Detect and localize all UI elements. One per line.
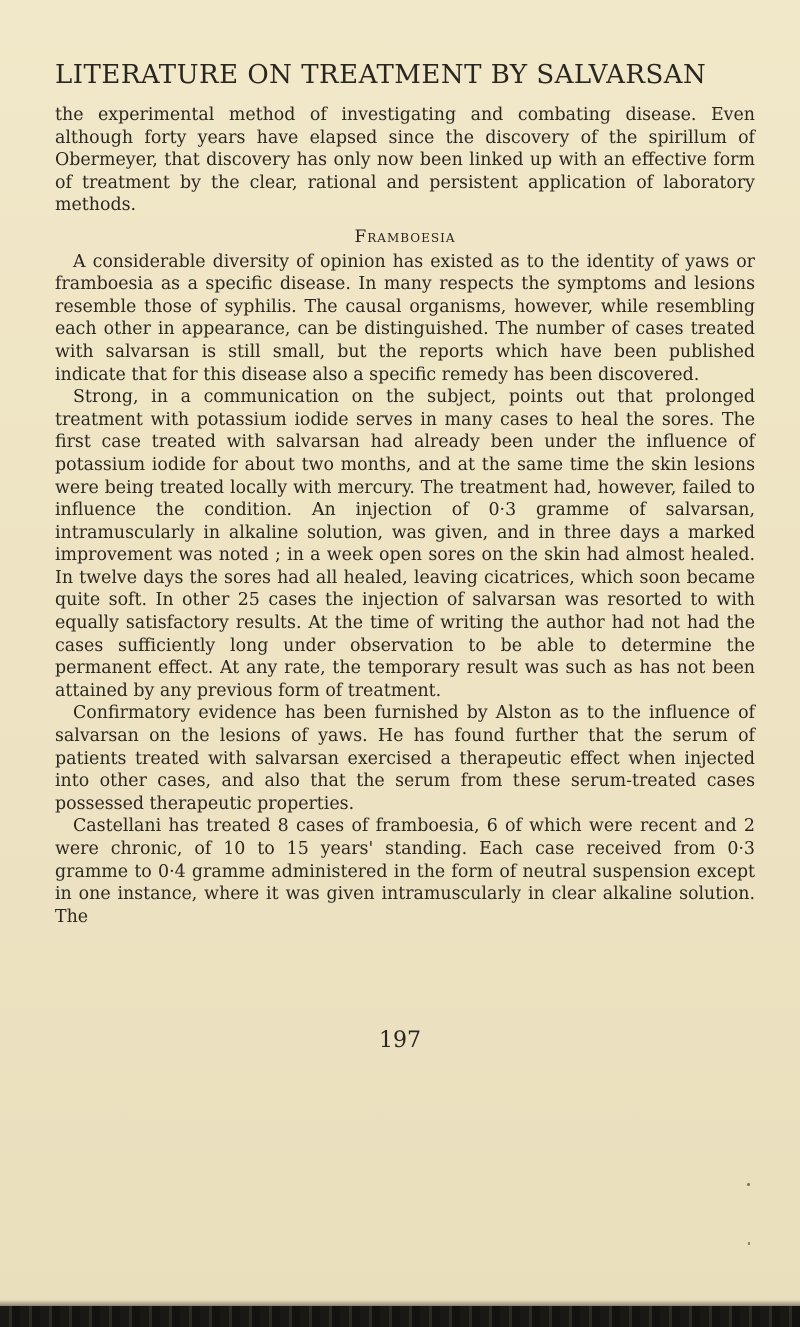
body-text xyxy=(55,104,755,928)
speck-mark xyxy=(747,1183,750,1186)
paragraph: A considerable diversity of opinion has existed as to the identity of yaws or framboesia as a specific disease. In many respects the symptoms and lesions resemble those of syphilis. The causal organisms, however, while resembling each other in appearance, can be distinguished. The number of cases treated with salvarsan is still small, but the reports which have been published indicate that for this disease also a specific remedy has been discovered. xyxy=(55,251,755,385)
page-number: 197 xyxy=(379,1028,421,1053)
paragraph: Confirmatory evidence has been furnished by Alston as to the influence of salvarsan on the lesions of yaws. He has found further that the serum of patients treated with salvarsan exercised a therapeutic effect when injected into other cases, and also that the serum from these serum-treated cases possessed therapeutic properties. xyxy=(55,703,755,814)
paragraph-continued: the experimental method of investigating and combating disease. Even although forty years have elapsed since the discovery of the spirillum of Obermeyer, that discovery has only now been linked up with an effective form of treatment by the clear, rational and persistent application of laboratory methods. xyxy=(55,105,755,216)
paragraph: Strong, in a communication on the subject, points out that prolonged treatment with potassium iodide serves in many cases to heal the sores. The first case treated with salvarsan had already been under the influence of potassium iodide for about two months, and at the same time the skin lesions were being treated locally with mercury. The treatment had, however, failed to influence the condition. An injection of 0·3 gramme of salvarsan, intramuscularly in alkaline solution, was given, and in three days a marked improvement was noted ; in a week open sores on the skin had almost healed. In twelve days the sores had all healed, leaving cicatrices, which soon became quite soft. In other 25 cases the injection of salvarsan was resorted to with equally satisfactory results. At the time of writing the author had not had the cases sufficiently long under observation to be able to determine the permanent effect. At any rate, the temporary result was such as has not been attained by any previous form of treatment. xyxy=(55,387,755,701)
section-heading: Framboesia xyxy=(354,226,456,247)
scan-bottom-band xyxy=(0,1306,800,1327)
paragraph: Castellani has treated 8 cases of framboesia, 6 of which were recent and 2 were chronic, of 10 to 15 years' standing. Each case received from 0·3 gramme to 0·4 gramme administered in the form of neutral suspension except in one instance, where it was given intramuscularly in clear alkaline solution. The xyxy=(55,816,755,927)
running-head: LITERATURE ON TREATMENT BY SALVARSAN xyxy=(55,60,707,90)
speck-mark xyxy=(748,1242,750,1245)
